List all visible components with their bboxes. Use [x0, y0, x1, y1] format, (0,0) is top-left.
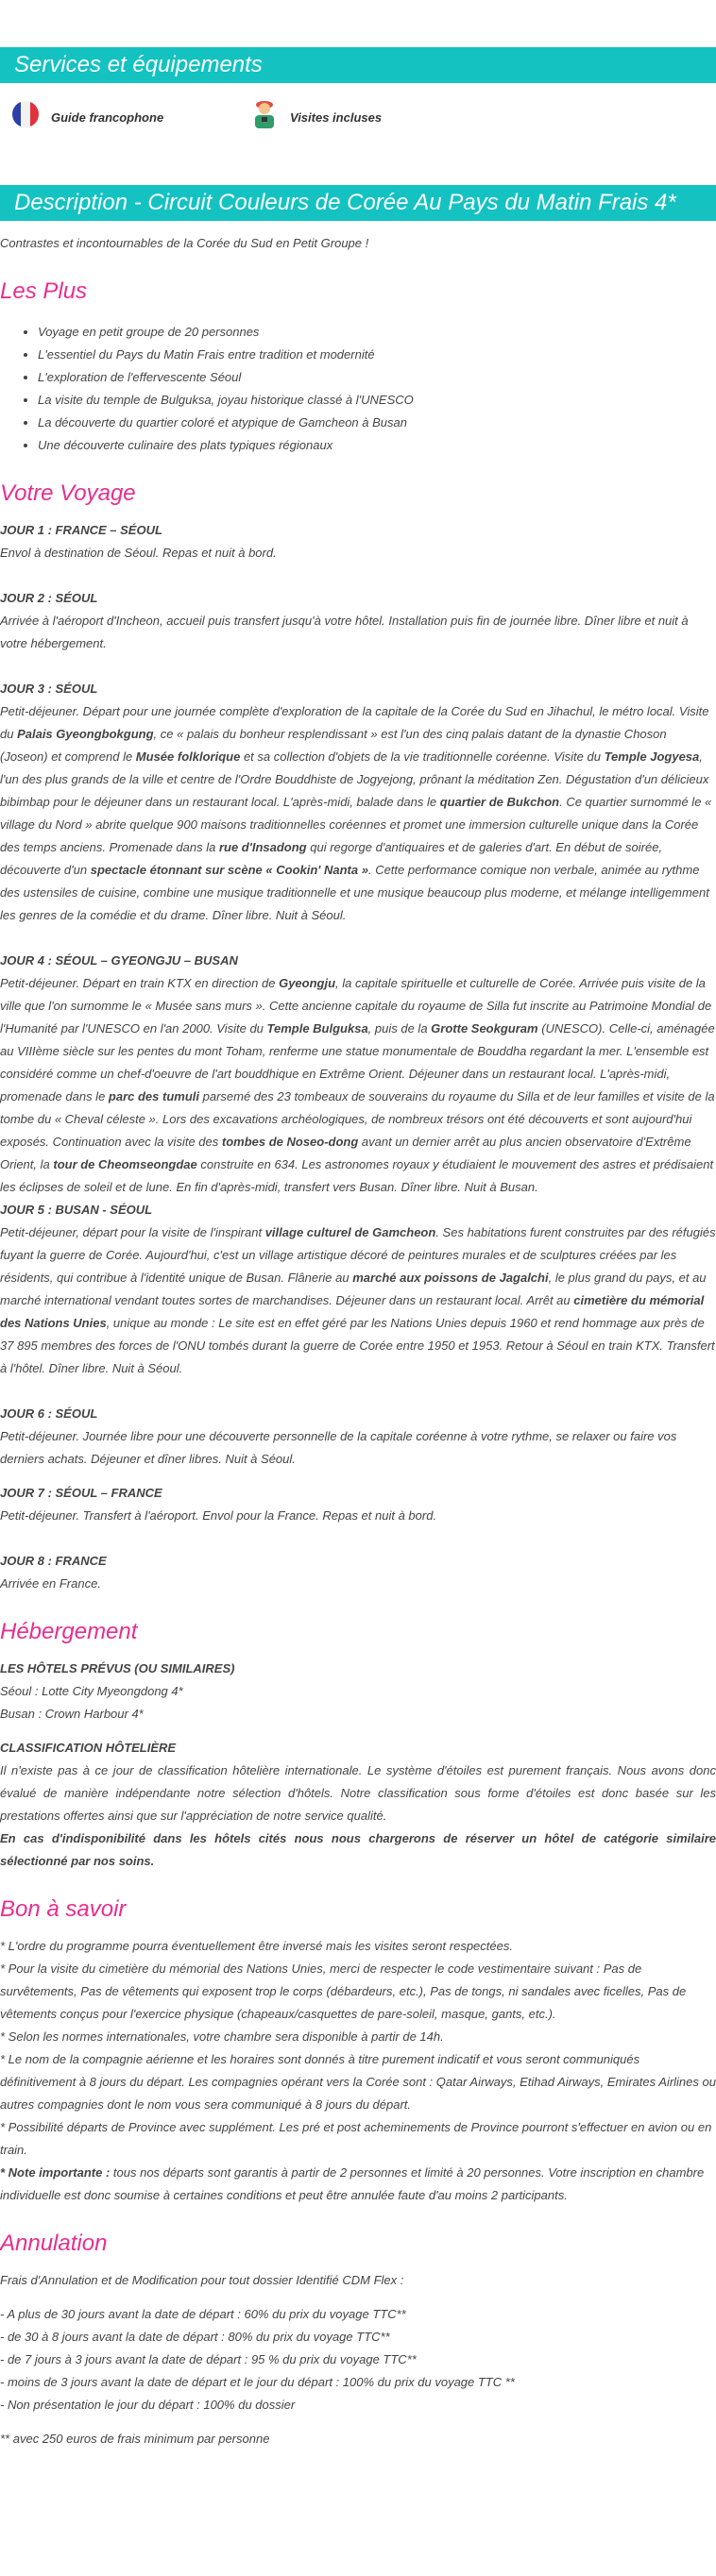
classification-text: Il n'existe pas à ce jour de classification hôtelière internationale. Le système d'étoiles est purement français. Nous avons donc évalué de manière indépendante notre sélection d'hôtels. Notre classification sous forme d'étoiles est donc basée sur les prestations offertes ainsi que sur l'appréciation de notre service qualité.: [0, 1763, 716, 1823]
list-item: • Une découverte culinaire des plats typiques régionaux: [38, 434, 716, 457]
annulation-title: Annulation: [0, 2231, 108, 2256]
day-text: Petit-déjeuner. Transfert à l'aéroport. Envol pour la France. Repas et nuit à bord.: [0, 1508, 437, 1523]
classification-note: En cas d'indisponibilité dans les hôtels cités nous nous chargerons de réserver un hôtel de catégorie similaire sélectionné par nos soins.: [0, 1831, 716, 1868]
service-guide: [11, 102, 163, 134]
day-text: Petit-déjeuner, départ pour la visite de l'inspirant village culturel de Gamcheon. Ses habitations furent construites par des réfugiés fuyant la guerre de Corée. Aujourd'hui, c'est un village artistique décoré de peintures murales et de sculptures créées par les résidents, qui contribue à l'identité unique de Busan. Flânerie au marché aux poissons de Jagalchi, le plus grand du pays, et au marché international vendant toutes sortes de marchandises. Déjeuner dans un restaurant local. Arrêt au cimetière du mémorial des Nations Unies, unique au monde : Le site est en effet géré par les Nations Unies depuis 1960 et rend hommage aux près de 37 895 membres des forces de l'ONU tombés durant la guerre de Corée entre 1950 et 1953. Retour à Séoul en train KTX. Transfert à l'hôtel. Dîner libre. Nuit à Séoul.: [0, 1225, 716, 1375]
day-title: JOUR 2 : SÉOUL: [0, 591, 98, 605]
service-guide-label: Guide francophone: [51, 110, 164, 125]
day-title: JOUR 7 : SÉOUL – FRANCE: [0, 1486, 162, 1500]
important-note: * Note importante : tous nos départs sont garantis à partir de 2 personnes et limité à 20 personnes. Votre inscription en chambre individuelle est donc soumise à certaines conditions et peut être annulée faute d'au moins 2 participants.: [0, 2165, 705, 2202]
hotel-item: Séoul : Lotte City Myeongdong 4*: [0, 1684, 183, 1698]
annulation-item: - de 30 à 8 jours avant la date de départ : 80% du prix du voyage TTC**: [0, 2330, 390, 2344]
hebergement-title: Hébergement: [0, 1619, 138, 1644]
voyage-title: Votre Voyage: [0, 480, 136, 506]
day-title: JOUR 1 : FRANCE – SÉOUL: [0, 523, 162, 537]
description-intro: Contrastes et incontournables de la Corée du Sud en Petit Groupe !: [0, 236, 369, 250]
day-title: JOUR 8 : FRANCE: [0, 1554, 107, 1568]
info-item: * Selon les normes internationales, votre chambre sera disponible à partir de 14h.: [0, 2029, 444, 2044]
day-text: Petit-déjeuner. Journée libre pour une découverte personnelle de la capitale coréenne à votre rythme, se relaxer ou faire vos derniers achats. Déjeuner et dîner libres. Nuit à Séoul.: [0, 1429, 677, 1466]
info-item: * Possibilité départs de Province avec supplément. Les pré et post acheminements de Province pourront s'effectuer en avion ou en train.: [0, 2120, 712, 2157]
les-plus-title: Les Plus: [0, 278, 88, 304]
day-title: JOUR 5 : BUSAN - SÉOUL: [0, 1203, 153, 1217]
tourist-visit-icon: [250, 98, 279, 138]
bon-a-savoir-title: Bon à savoir: [0, 1896, 127, 1922]
hotel-item: Busan : Crown Harbour 4*: [0, 1707, 144, 1721]
list-item: • Voyage en petit groupe de 20 personnes: [38, 321, 716, 344]
description-title: Description - Circuit Couleurs de Corée Au Pays du Matin Frais 4*: [0, 185, 716, 221]
les-plus-list: [0, 321, 716, 457]
list-item: • L'essentiel du Pays du Matin Frais entre tradition et modernité: [38, 344, 716, 366]
list-item: • La visite du temple de Bulguksa, joyau historique classé à l'UNESCO: [38, 389, 716, 412]
annulation-intro: Frais d'Annulation et de Modification pour tout dossier Identifié CDM Flex :: [0, 2273, 404, 2287]
annulation-item: - Non présentation le jour du départ : 100% du dossier: [0, 2398, 296, 2412]
annulation-item: - de 7 jours à 3 jours avant la date de départ : 95 % du prix du voyage TTC**: [0, 2352, 417, 2366]
hotels-title: LES HÔTELS PRÉVUS (OU SIMILAIRES): [0, 1661, 235, 1675]
day-title: JOUR 6 : SÉOUL: [0, 1406, 98, 1421]
day-text: Arrivée en France.: [0, 1576, 101, 1591]
day-title: JOUR 4 : SÉOUL – GYEONGJU – BUSAN: [0, 953, 238, 968]
day-title: JOUR 3 : SÉOUL: [0, 682, 98, 696]
annulation-footnote: ** avec 250 euros de frais minimum par personne: [0, 2432, 270, 2446]
day-text: Petit-déjeuner. Départ pour une journée complète d'exploration de la capitale de la Corée du Sud en Jihachul, le métro local. Visite du Palais Gyeongbokgung, ce « palais du bonheur resplendissant » est l'un des cinq palais datant de la dynastie Choson (Joseon) et comprend le Musée folklorique et sa collection d'objets de la vie traditionnelle coréenne. Visite du Temple Jogyesa, l'un des plus grands de la ville et centre de l'Ordre Bouddhiste de Jogyejong, prônant la méditation Zen. Dégustation d'un délicieux bibimbap pour le déjeuner dans un restaurant local. L'après-midi, balade dans le quartier de Bukchon. Ce quartier surnommé le « village du Nord » abrite quelque 900 maisons traditionnelles coréennes et promet une immersion culturelle unique dans la Corée des temps anciens. Promenade dans la rue d'Insadong qui regorge d'antiquaires et de galeries d'art. En début de soirée, découverte d'un spectacle étonnant sur scène « Cookin' Nanta ». Cette performance comique non verbale, animée au rythme des ustensiles de cuisine, combine une musique traditionnelle et une musique beaucoup plus moderne, et mélange intelligemment les genres de la comédie et du drame. Dîner libre. Nuit à Séoul.: [0, 704, 712, 922]
list-item: • L'exploration de l'effervescente Séoul: [38, 366, 716, 389]
annulation-item: - moins de 3 jours avant la date de départ et le jour du départ : 100% du prix du voyage TTC **: [0, 2375, 515, 2389]
classification-title: CLASSIFICATION HÔTELIÈRE: [0, 1741, 177, 1755]
content: [0, 232, 716, 2450]
info-item: * L'ordre du programme pourra éventuellement être inversé mais les visites seront respectées.: [0, 1939, 513, 1953]
info-item: * Le nom de la compagnie aérienne et les horaires sont donnés à titre purement indicatif et vous seront communiqués définitivement à 8 jours du départ. Les compagnies opérant vers la Corée sont : Qatar Airways, Etihad Airways, Emirates Airlines ou autres compagnies dont le nom vous sera communiqué à 8 jours du départ.: [0, 2052, 716, 2112]
day-text: Petit-déjeuner. Départ en train KTX en direction de Gyeongju, la capitale spirituelle et culturelle de Corée. Arrivée puis visite de la ville que l'on surnomme le « Musée sans murs ». Cette ancienne capitale du royaume de Silla fut inscrite au Patrimoine Mondial de l'Humanité par l'UNESCO en l'an 2000. Visite du Temple Bulguksa, puis de la Grotte Seokguram (UNESCO). Celle-ci, aménagée au VIIIème siècle sur les pentes du mont Toham, renferme une statue monumentale de Bouddha regardant la mer. L'ensemble est considéré comme un chef-d'oeuvre de l'art bouddhique en Extrême Orient. Déjeuner dans un restaurant local. L'après-midi, promenade dans le parc des tumuli parsemé des 23 tombeaux de souverains du royaume du Silla et de leur familles et visite de la tombe du « Cheval céleste ». Lors des excavations archéologiques, de nombreux trésors ont été découverts et sont aujourd'hui exposés. Continuation avec la visite des tombes de Noseo-dong avant un dernier arrêt au plus ancien observatoire d'Extrême Orient, la tour de Cheomseongdae construite en 634. Les astronomes royaux y étudiaient le mouvement des astres et prédisaient les éclipses de soleil et de lune. En fin d'après-midi, transfert vers Busan. Dîner libre. Nuit à Busan.: [0, 976, 715, 1194]
annulation-item: - A plus de 30 jours avant la date de départ : 60% du prix du voyage TTC**: [0, 2307, 406, 2321]
french-flag-icon: [11, 100, 40, 136]
services-list: [0, 102, 716, 134]
service-visits: [250, 102, 382, 134]
services-title: Services et équipements: [0, 47, 716, 83]
info-item: * Pour la visite du cimetière du mémorial des Nations Unies, merci de respecter le code vestimentaire suivant : Pas de survêtements, Pas de vêtements qui exposent trop le corps (débardeurs, etc.), Pas de tongs, ni sandales avec ficelles, Pas de vêtements conçus pour l'exercice physique (chapeaux/casquettes de pare-soleil, masque, gants, etc.).: [0, 1961, 687, 2021]
service-visits-label: Visites incluses: [290, 110, 383, 125]
day-text: Envol à destination de Séoul. Repas et nuit à bord.: [0, 546, 277, 560]
list-item: • La découverte du quartier coloré et atypique de Gamcheon à Busan: [38, 412, 716, 434]
day-text: Arrivée à l'aéroport d'Incheon, accueil puis transfert jusqu'à votre hôtel. Installation puis fin de journée libre. Dîner libre et nuit à votre hébergement.: [0, 614, 689, 650]
